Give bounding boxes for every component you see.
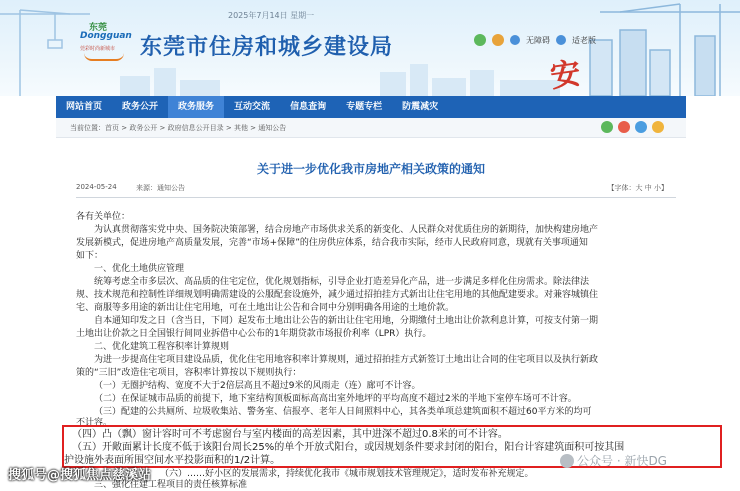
font-size-control[interactable]: 【字体：大 中 小】 [607,184,668,192]
article-line-highlighted: （四）凸（飘）窗计容时可不考虑窗台与室内楼面的高差因素，其中进深不超过0.8米的可不计容。 [72,429,508,440]
weibo-icon[interactable] [492,34,504,46]
logo-cn-text: 东莞 [89,23,108,33]
nav-info-query[interactable]: 信息查询 [290,102,327,112]
skyline-illustration [120,56,560,96]
share-weibo-icon[interactable] [618,121,630,133]
article-line: 如下： [76,251,104,261]
article-line: 各有关单位： [76,212,131,222]
share-wechat-icon[interactable] [601,121,613,133]
accessibility-icon [510,35,520,45]
header-date: 2025年7月14日 星期一 [228,11,315,20]
article-line: 三、强化住建工程项目的责任核算标准 [94,480,248,490]
crane-right-illustration [560,0,740,96]
meta-divider [76,197,676,198]
accessibility-link[interactable]: 无障碍 [526,35,550,45]
article-line: （二）在保证城市品质的前提下，地下室结构顶板面标高高出室外地坪的平均高度不超过2米的半地下室停车场可不计容。 [94,394,577,404]
article-line: 土地出让价款之日全国银行间同业拆借中心公布的1年期贷款市场报价利率（LPR）执行。 [76,329,432,339]
article-line: 宅、商服等多用途的新出让住宅用地，可在土地出让公告和合同中分别明确各用途的土地价款。 [76,303,455,313]
wechat-watermark [560,452,667,469]
nav-interaction[interactable]: 互动交流 [234,102,271,112]
article-line: 不计容。 [76,418,113,428]
decorative-seal: 安 [548,56,583,95]
article-line-highlighted: 护设施外表面所围空间水平投影面积的1/2计算。 [64,455,281,466]
header-tools [474,34,596,46]
share-qq-icon[interactable] [635,121,647,133]
article-line: （一）无圈护结构、宽度不大于2倍层高且不超过9米的风雨走（连）廊可不计容。 [94,381,421,391]
article-line: （六）……好小区的发展需求，持续优化我市《城市规划技术管理规定》，适时发布补充规定。 [160,469,534,479]
logo-slogan: 莞彩时尚新城市 [80,46,116,52]
sohu-watermark: 搜狐号@搜狐焦点慈溪站 [8,468,152,483]
article-date: 2024-05-24 [76,183,117,191]
article-title: 关于进一步优化我市房地产相关政策的通知 [256,162,485,176]
site-title: 东莞市住房和城乡建设局 [140,35,394,60]
logo-en-text: Dongguan [80,31,132,41]
wechat-icon[interactable] [474,34,486,46]
article-line: 一、优化土地供应管理 [94,264,185,274]
elder-mode-link[interactable]: 适老版 [572,35,596,45]
breadcrumb[interactable]: 当前位置：首页 > 政务公开 > 政府信息公开目录 > 其他 > 通知公告 [70,124,287,132]
elder-mode-icon [556,35,566,45]
article-line: 为进一步提高住宅项目建设品质，优化住宅用地容积率计算规则，通过招拍挂方式新签订土地出让合同的住宅项目以及执行新政 [94,355,599,365]
wechat-official-icon [560,454,574,468]
article-meta [76,183,676,197]
article-source: 来源：通知公告 [136,184,185,192]
article-line: 自本通知印发之日（含当日，下同）起发布土地出让公告的新出让住宅用地，分期缴付土地出让价款利息计算，可按支付第一期 [94,316,599,326]
share-icons [601,121,664,133]
breadcrumb-bar [56,118,686,138]
nav-gov-affairs-open[interactable]: 政务公开 [122,102,159,112]
wechat-watermark-text: 公众号 · 新快DG [577,454,667,468]
nav-earthquake[interactable]: 防震减灾 [402,102,439,112]
nav-gov-services[interactable]: 政务服务 [168,96,224,118]
logo-swoosh [84,53,124,61]
nav-home[interactable]: 网站首页 [66,102,103,112]
article-line: 策的“三旧”改造住宅项目，容积率计算按以下规则执行： [76,368,302,378]
nav-special-topics[interactable]: 专题专栏 [346,102,383,112]
article-line: 为认真贯彻落实党中央、国务院决策部署，结合房地产市场供求关系的新变化、人民群众对优质住房的新期待，加快构建房地产 [94,225,599,235]
article-line: （三）配建的公共厕所、垃圾收集站、警务室、信报亭、老年人日间照料中心，其各类单项总建筑面积不超过60平方米的均可 [94,407,592,417]
share-qzone-icon[interactable] [652,121,664,133]
article-line: 发展新模式，促进房地产高质量发展，完善“市场+保障”的住房供应体系，结合我市实际，经市人民政府同意，现就有关事项通知 [76,238,588,248]
dongguan-logo[interactable] [80,20,130,64]
article-line: 二、优化建筑工程容积率计算规则 [94,342,230,352]
article-line: 规、技术规范和控制性详细规划明确需建设的公服配套设施外，减少通过招拍挂方式新出让住宅用地的其他配建要求。对兼容城镇住 [76,290,599,300]
main-nav [56,96,686,118]
site-header [0,0,740,96]
article-line: 统筹考虑全市多层次、高品质的住宅定位，优化规划指标，引导企业打造差异化产品，进一步满足多样化住房需求。除法律法 [94,277,590,287]
article-line-highlighted: （五）开敞面累计长度不低于该阳台周长25%的单个开放式阳台，或因规划条件要求封闭的阳台，阳台计容建筑面积可按其围 [72,442,625,453]
